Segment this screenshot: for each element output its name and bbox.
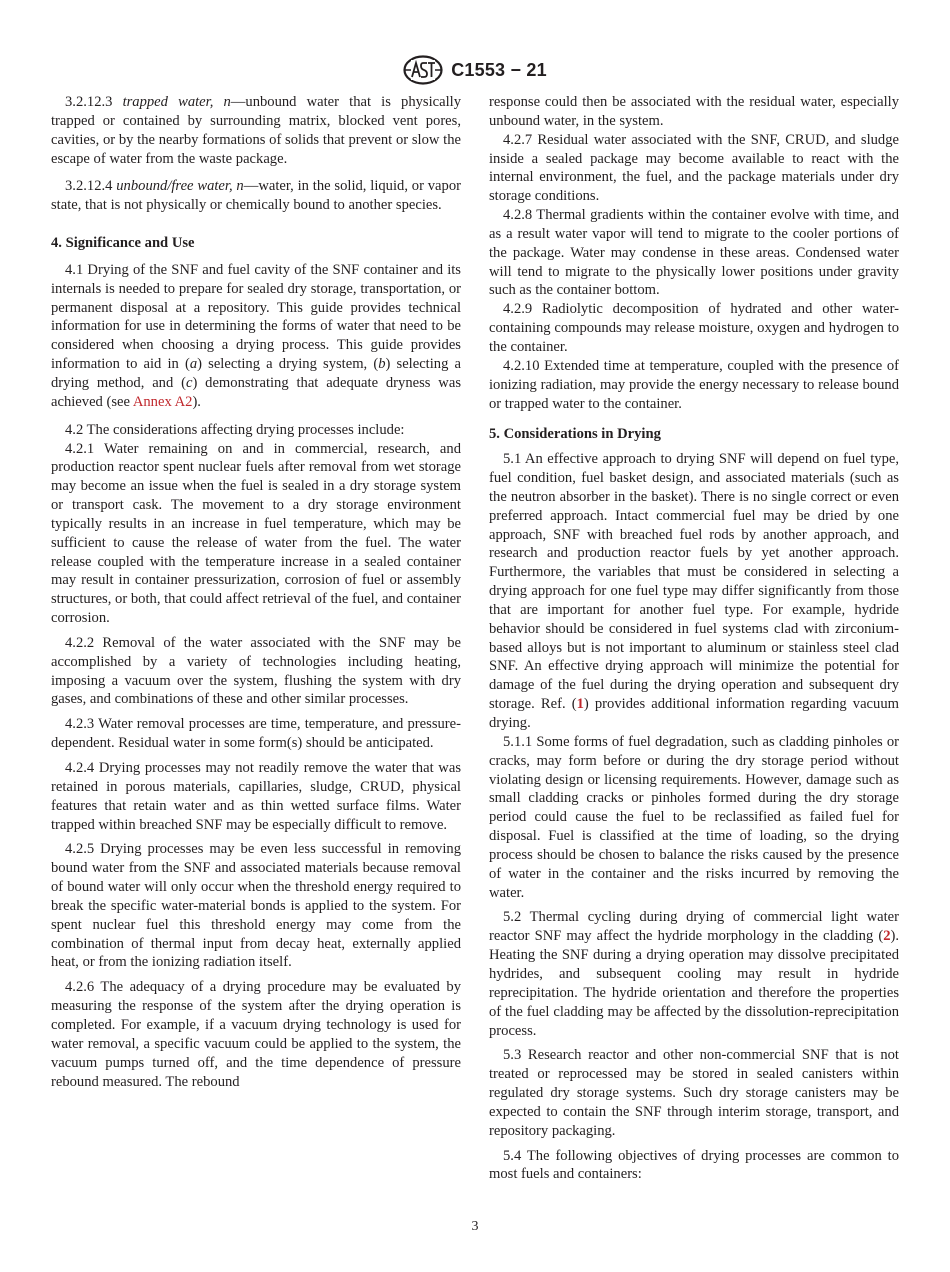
term: trapped water, n [122, 94, 231, 110]
para-4-2-10: 4.2.10 Extended time at temperature, coupled with the presence of ionizing radiation, may provide the energy necessary to release bound or trapped water to the container. [489, 357, 899, 412]
section-heading-4: 4. Significance and Use [51, 235, 195, 252]
para-4-2-8: 4.2.8 Thermal gradients within the container evolve with time, and as a result water vapor will tend to migrate to the cooler portions of the package. Water may condense in these areas. Condensed water will tend to migrate to the physically lower positions under gravity such as the container bottom. [489, 207, 899, 299]
astm-logo-icon [403, 55, 443, 85]
para-4-2-6-continued: response could then be associated with the residual water, especially unbound water, in the system. [489, 94, 899, 129]
para-5-3: 5.3 Research reactor and other non-commercial SNF that is not treated or reprocessed may be stored in sealed canisters within regulated dry storage systems. Such dry storage canisters may be expected to contain the SNF through interim storage, transport, and repository packaging. [489, 1047, 899, 1139]
term: unbound/free water, n [116, 178, 244, 195]
reference-2-link[interactable]: 2 [883, 928, 891, 945]
left-column [51, 93, 461, 1091]
para-4-2-1: 4.2.1 Water remaining on and in commercial, research, and production reactor spent nuclear fuels after removal from wet storage may become an issue when the fuel is sealed in a dry storage system or transport cask. The movement to a dry storage environment typically results in an increase in fuel temperature, which may be sufficient to cause the release of water from the fuel. The water release coupled with the temperature increase in a sealed container may result in container pressurization, corrosion of fuel or assembly structures, or both, that could affect retrieval of the fuel, and container corrosion. [51, 440, 461, 627]
para-4-2-5: 4.2.5 Drying processes may be even less successful in removing bound water from the SNF and associated materials because removal of bound water will only occur when the threshold energy required to break the specific water-material bonds is applied to the system. For spent nuclear fuel this threshold energy may come from the combination of thermal input from decay heat, externally applied heat, or from the ionizing radiation itself. [51, 841, 461, 971]
para-4-2-2: 4.2.2 Removal of the water associated with the SNF may be accomplished by a variety of technologies including heating, imposing a vacuum over the system, flushing the system with dry gases, and combinations of these and other similar processes. [51, 634, 461, 708]
para-4-2-9: 4.2.9 Radiolytic decomposition of hydrated and other water-containing compounds may release moisture, oxygen and hydrogen to the container. [489, 301, 899, 355]
section-heading-5: 5. Considerations in Drying [489, 426, 661, 443]
para-5-1: 5.1 An effective approach to drying SNF will depend on fuel type, fuel condition, fuel basket design, and associated materials (such as the neutron absorber in the basket). There is no single correct or even preferred approach. Intact commercial fuel may be dried by one approach, SNF with breached fuel rods by another approach, and research and production reactor fuels by yet another approach. Furthermore, the variables that must be considered in selecting a drying approach for one fuel type may differ significantly from those that are important for another fuel type. For example, hydride behavior should be considered in fuel systems clad with zirconium-based alloys but is not important to aluminum or stainless steel clad SNF. An effective drying approach will minimize the potential for damage of the fuel during the drying operation and subsequent dry storage. Ref. (1) provides additional information regarding vacuum drying. [489, 451, 899, 731]
para-4-2-4: 4.2.4 Drying processes may not readily remove the water that was retained in porous materials, capillaries, sludge, CRUD, physical features that retain water and as thin wetted surface films. Water trapped within breached SNF may be especially difficult to remove. [51, 760, 461, 833]
page-header [0, 54, 950, 86]
para-5-1-1: 5.1.1 Some forms of fuel degradation, such as cladding pinholes or cracks, may form before or during the dry storage period without violating design or licensing requirements. However, damage such as small cladding cracks or pinholes formed during the dry storage period could cause the fuel to be reclassified as failed fuel for disposal. Fuel is classified at the time of loading, so the drying process should be chosen to balance the risks caused by the presence of water in the container and the risks incurred by removing the water. [489, 733, 899, 901]
page-number: 3 [471, 1219, 479, 1234]
para-5-4: 5.4 The following objectives of drying processes are common to most fuels and containers: [489, 1147, 899, 1183]
para-4-2-7: 4.2.7 Residual water associated with the SNF, CRUD, and sludge inside a sealed package may become available to react with the internal environment, the fuel, and the package materials under dry storage conditions. [489, 131, 899, 205]
para-3-2-12-4: 3.2.12.4 unbound/free water, n—water, in the solid, liquid, or vapor state, that is not physically or chemically bound to another species. [51, 178, 461, 214]
reference-1-link[interactable]: 1 [576, 696, 584, 713]
annex-a2-link[interactable]: Annex A2 [132, 393, 193, 410]
para-4-2: 4.2 The considerations affecting drying processes include: [65, 421, 405, 438]
document-id: C1553 − 21 [451, 59, 547, 80]
para-4-2-6: 4.2.6 The adequacy of a drying procedure may be evaluated by measuring the response of the system after the drying operation is completed. For example, if a vacuum drying technology is used for water removal, a specific vacuum could be applied to the system, the vacuum pumps turned off, and the time dependence of pressure rebound measured. The rebound [51, 979, 461, 1090]
para-4-2-3: 4.2.3 Water removal processes are time, temperature, and pressure-dependent. Residual water in some form(s) should be anticipated. [51, 716, 461, 752]
para-3-2-12-3: 3.2.12.3 trapped water, n—unbound water that is physically trapped or contained by surrounding matrix, blocked vent pores, cavities, or by the nearby formations of solids that prevent or slow the escape of water from the waste package. [51, 94, 462, 167]
para-5-2: 5.2 Thermal cycling during drying of commercial light water reactor SNF may affect the hydride morphology in the cladding (2). Heating the SNF during a drying operation may dissolve precipitated hydrides, and subsequent cooling may result in hydride reprecipitation. The hydride orientation and therefore the properties of the fuel cladding may be affected by the dissolution-reprecipitation process. [489, 909, 899, 1039]
para-4-1: 4.1 Drying of the SNF and fuel cavity of the SNF container and its internals is needed to prepare for sealed dry storage, transportation, or permanent disposal at a repository. This guide provides technical information for use in determining the forms of water that need to be considered when choosing a drying process. This guide provides information to aid in (a) selecting a drying system, (b) selecting a drying method, and (c) demonstrating that adequate dryness was achieved (see Annex A2). [51, 261, 461, 410]
right-column [489, 93, 899, 1184]
